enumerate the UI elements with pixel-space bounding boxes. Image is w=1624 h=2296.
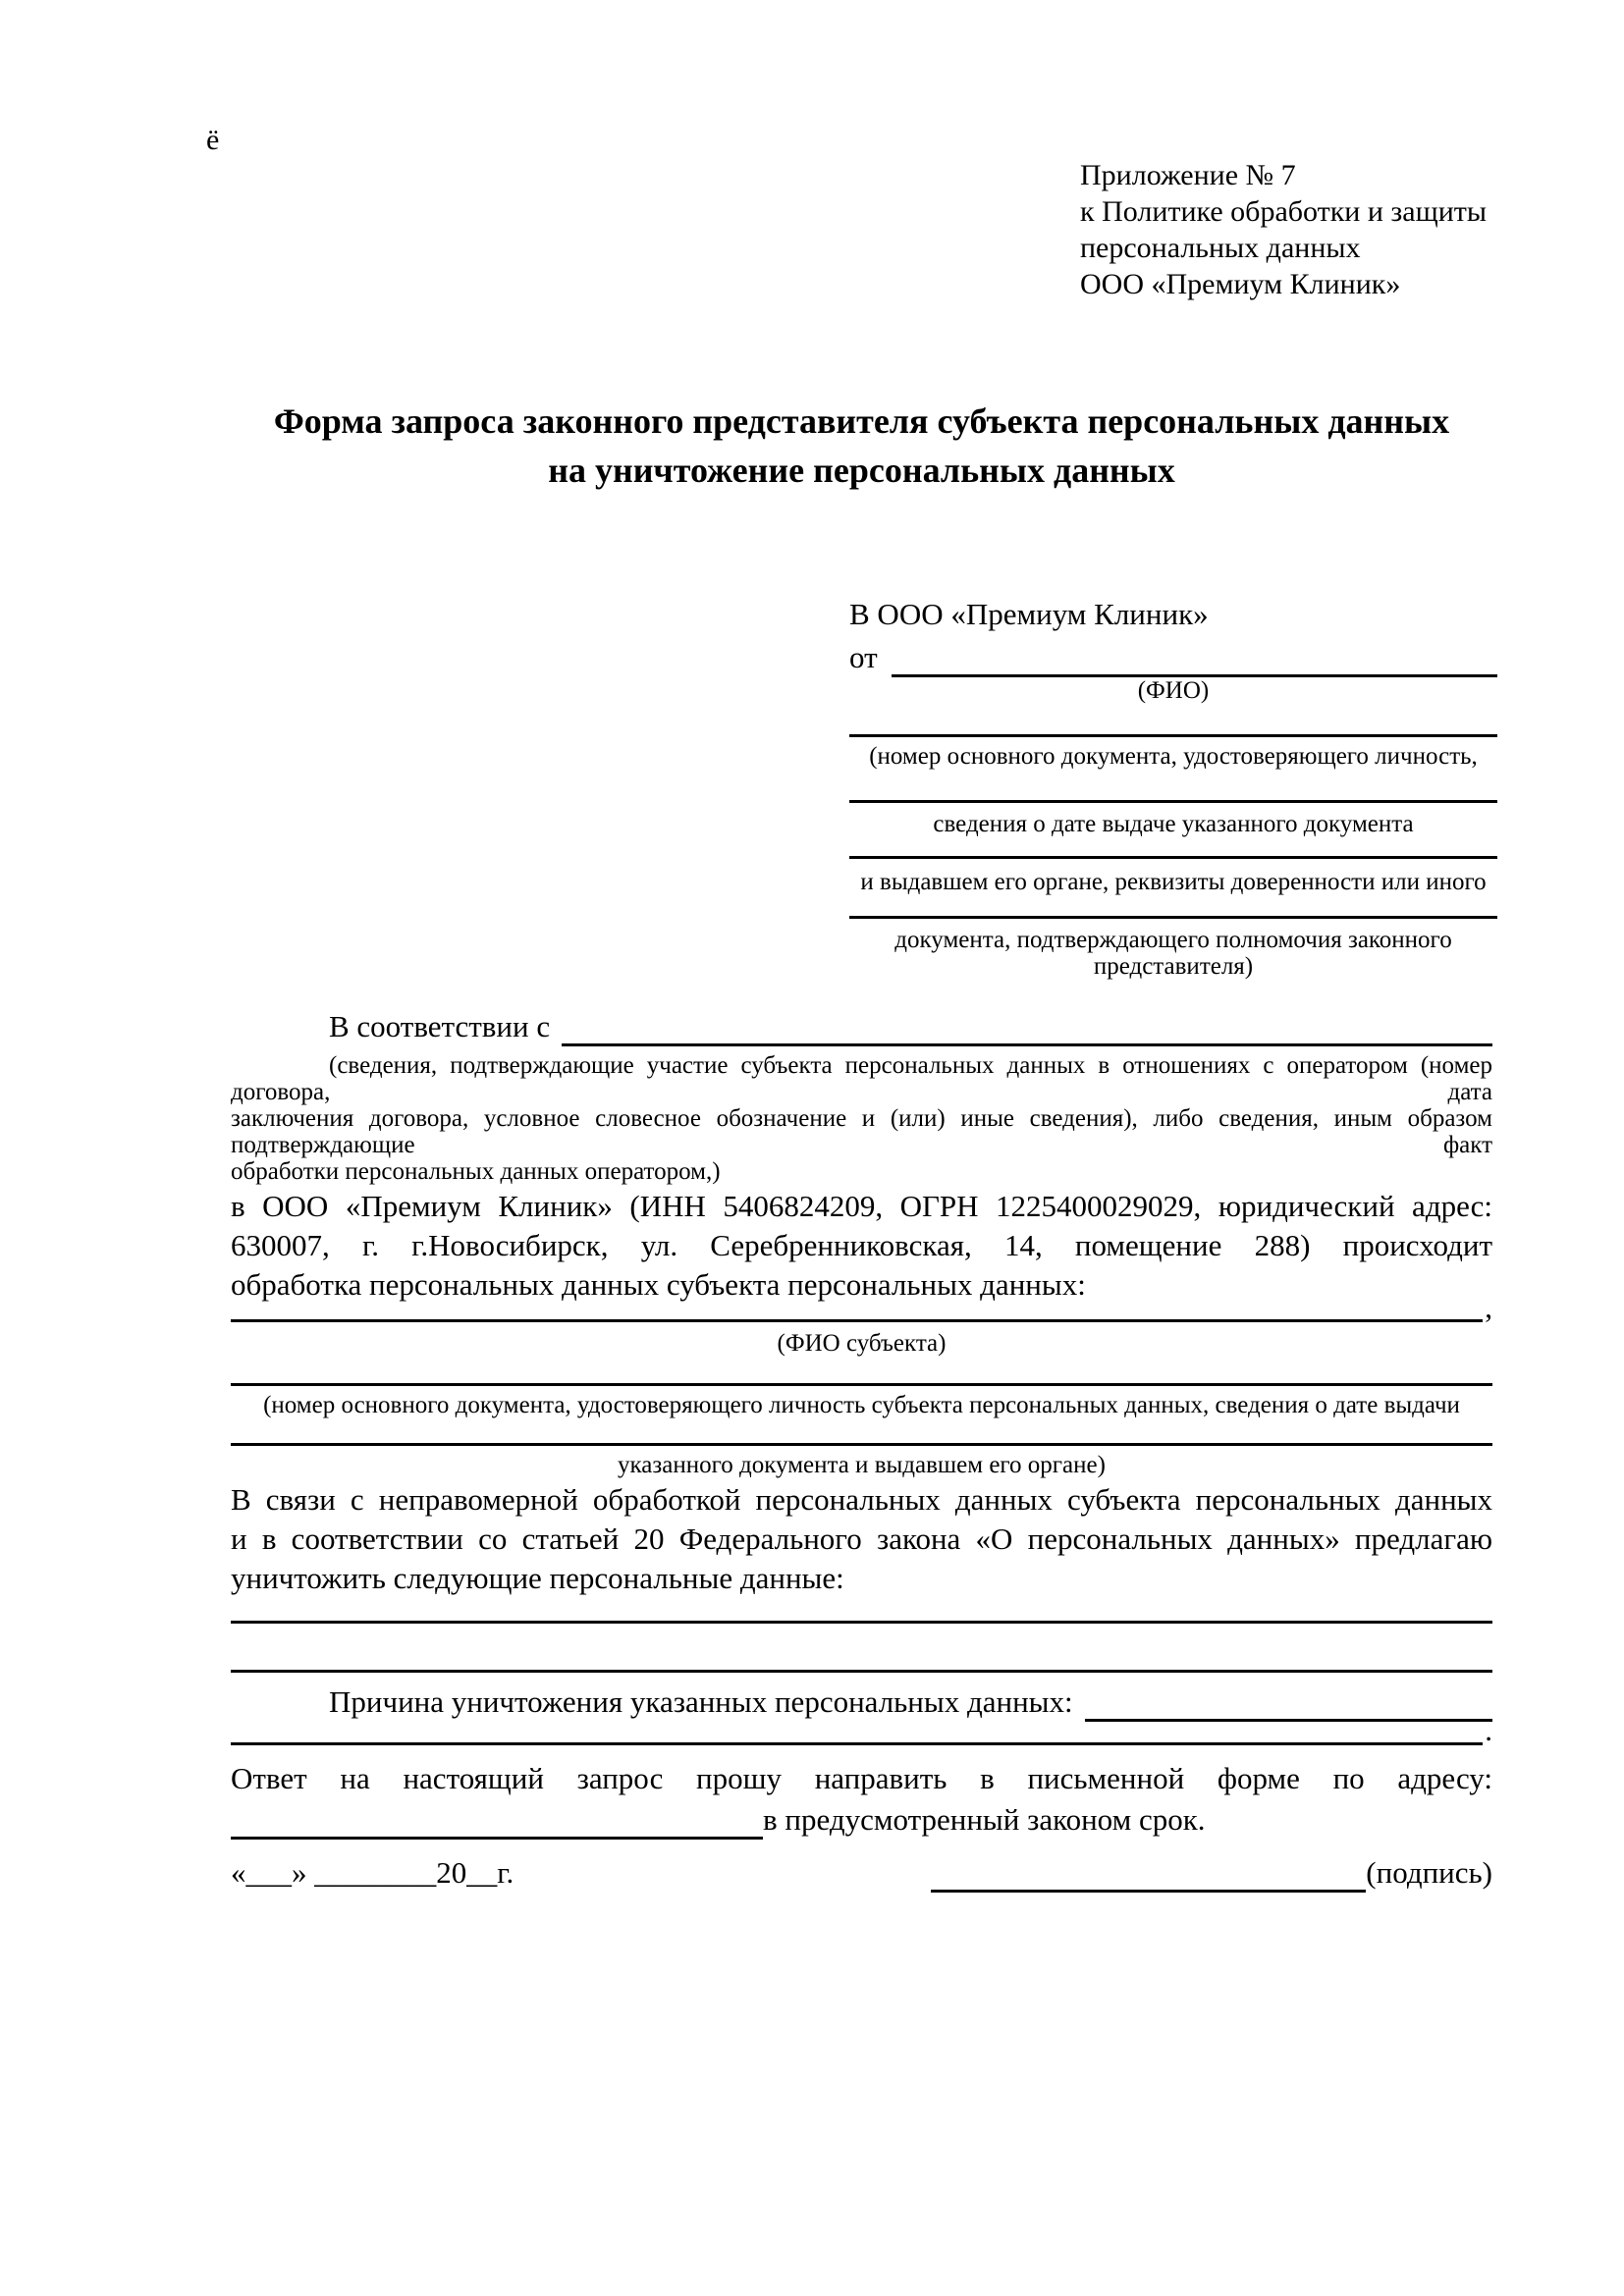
- operator-paragraph: [231, 1187, 1492, 1305]
- from-blank-field: [892, 640, 1497, 677]
- reply-paragraph-line: Ответ на настоящий запрос прошу направить в письменной форме по адресу:: [231, 1761, 1492, 1795]
- reason-label: Причина уничтожения указанных персональных данных:: [329, 1684, 1073, 1719]
- reason-blank-field: [1085, 1682, 1492, 1722]
- request-line: и в соответствии со статьей 20 Федерального закона «О персональных данных» предлагаю: [231, 1522, 1492, 1556]
- appendix-line: к Политике обработки и защиты: [1080, 195, 1488, 228]
- stray-char: ё: [206, 124, 220, 156]
- addressee-caption: и выдавшем его органе, реквизиты доверенности или иного: [860, 869, 1487, 895]
- subject-fio-row: [231, 1290, 1492, 1324]
- subject-doc-caption-2: указанного документа и выдавшем его органе): [618, 1452, 1106, 1478]
- reply-blank-field: [231, 1800, 763, 1840]
- subject-doc-caption-1: (номер основного документа, удостоверяющего личность субъекта персональных данных, сведения о дате выдачи: [263, 1392, 1460, 1418]
- accordance-blank-field: [562, 1011, 1492, 1046]
- accordance-label: В соответствии с: [329, 1009, 551, 1043]
- footer-row: [231, 1853, 1492, 1896]
- form-title-line: на уничтожение персональных данных: [548, 451, 1175, 490]
- note-line: обработки персональных данных оператором,): [231, 1158, 721, 1185]
- subject-fio-caption: (ФИО субъекта): [777, 1330, 947, 1357]
- addressee-caption: сведения о дате выдаче указанного документа: [933, 811, 1414, 837]
- appendix-line: персональных данных: [1080, 232, 1361, 264]
- addressee-organization: В ООО «Премиум Клиник»: [849, 597, 1209, 631]
- operator-line: 630007, г. г.Новосибирск, ул. Серебренниковская, 14, помещение 288) происходит: [231, 1228, 1492, 1262]
- comma-char: ,: [1485, 1290, 1492, 1324]
- subject-fio-blank-field: [231, 1305, 1483, 1322]
- addressee-block: [849, 595, 1497, 980]
- data-blank-field: [231, 1624, 1492, 1673]
- signature-blank-field: [931, 1853, 1366, 1893]
- operator-line: в ООО «Премиум Клиник» (ИНН 5406824209, ОГРН 1225400029029, юридический адрес:: [231, 1189, 1492, 1223]
- appendix-block: [1080, 157, 1487, 302]
- addressee-blank-field: [849, 895, 1497, 919]
- data-blank-field: [231, 1598, 1492, 1624]
- accordance-row: [231, 1011, 1492, 1046]
- signature-caption: (подпись): [1366, 1855, 1492, 1890]
- subject-doc-blank-field: [231, 1357, 1492, 1386]
- addressee-blank-field: [849, 837, 1497, 859]
- subject-doc-blank-field: [231, 1418, 1492, 1446]
- addressee-caption: (номер основного документа, удостоверяющего личность,: [869, 743, 1478, 770]
- main-body: [231, 1011, 1492, 1840]
- form-title: [231, 397, 1492, 495]
- addressee-caption: документа, подтверждающего полномочия законного представителя): [894, 927, 1452, 980]
- reply-address-row: [231, 1800, 1492, 1840]
- form-title-line: Форма запроса законного представителя субъекта персональных данных: [273, 401, 1450, 441]
- date-field: «___» ________20__г.: [231, 1855, 514, 1890]
- note-paragraph: [231, 1052, 1492, 1185]
- note-line: (сведения, подтверждающие участие субъекта персональных данных в отношениях с оператором (номер договора, дата: [231, 1052, 1492, 1105]
- note-line: заключения договора, условное словесное обозначение и (или) иные сведения), либо сведения, иным образом подтверждающие факт: [231, 1105, 1492, 1158]
- reason-blank-field: [231, 1722, 1483, 1745]
- request-line: уничтожить следующие персональные данные:: [231, 1561, 844, 1595]
- from-label: от: [849, 640, 878, 674]
- addressee-blank-field: [849, 770, 1497, 803]
- period-char: .: [1485, 1713, 1492, 1747]
- signature-group: [931, 1853, 1492, 1893]
- addressee-blank-field: [849, 704, 1497, 737]
- request-paragraph: [231, 1480, 1492, 1598]
- operator-line: обработка персональных данных субъекта персональных данных:: [231, 1267, 1086, 1302]
- appendix-line: Приложение № 7: [1080, 159, 1296, 191]
- request-line: В связи с неправомерной обработкой персональных данных субъекта персональных данных: [231, 1482, 1492, 1517]
- reply-tail: в предусмотренный законом срок.: [763, 1802, 1206, 1837]
- from-row: [849, 640, 1497, 677]
- appendix-line: ООО «Премиум Клиник»: [1080, 268, 1401, 300]
- reason-row: [231, 1682, 1492, 1722]
- reason-blank-row: [231, 1713, 1492, 1747]
- fio-caption: (ФИО): [1137, 677, 1210, 704]
